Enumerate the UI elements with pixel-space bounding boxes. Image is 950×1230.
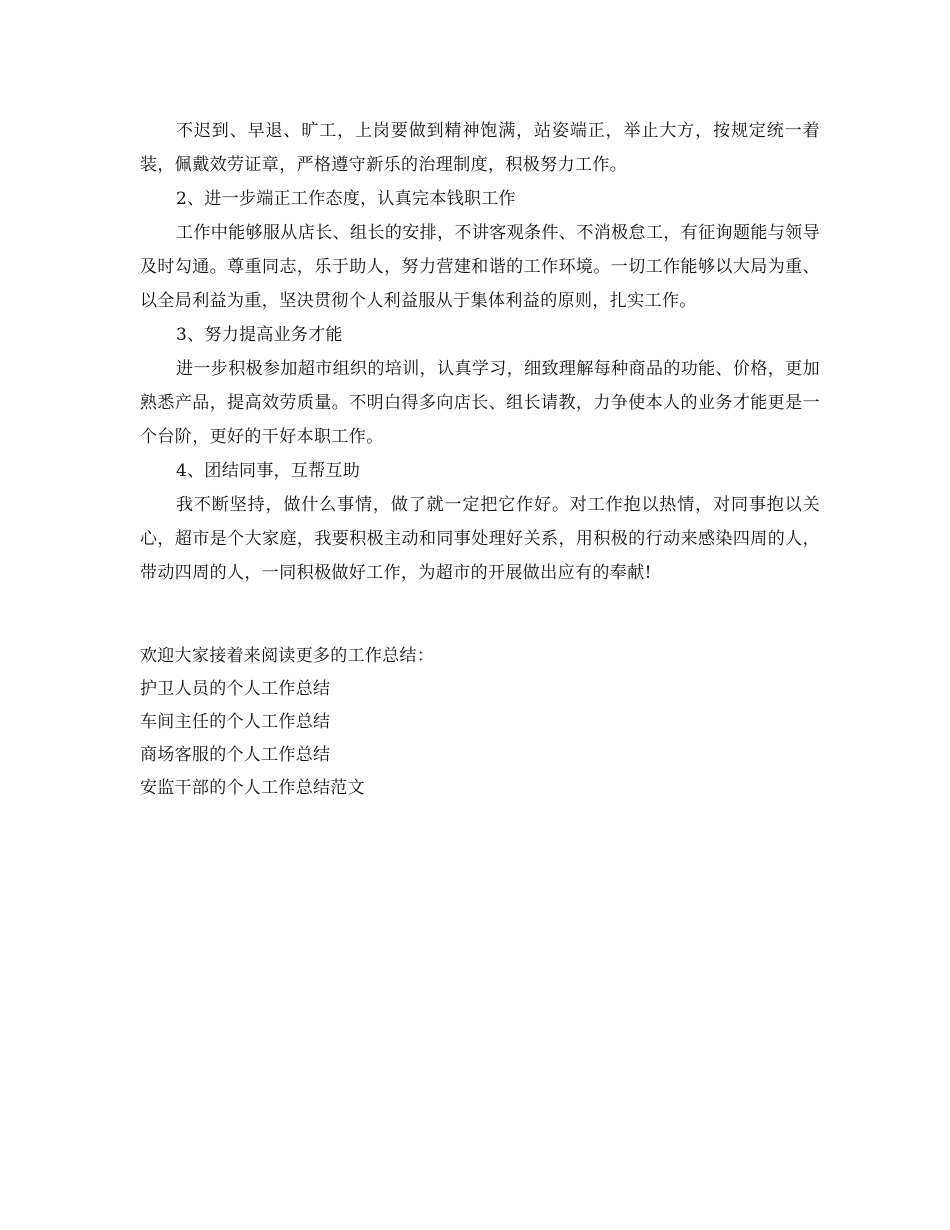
document-body: [140, 114, 820, 590]
paragraph-attendance: 不迟到、早退、旷工，上岗要做到精神饱满，站姿端正，举止大方，按规定统一着装，佩戴效劳证章，严格遵守新乐的治理制度，积极努力工作。: [140, 121, 820, 175]
related-intro: 欢迎大家接着来阅读更多的工作总结：: [140, 646, 435, 666]
paragraph-attitude: 工作中能够服从店长、组长的安排，不讲客观条件、不消极怠工，有征询题能与领导及时勾通。尊重同志，乐于助人，努力营建和谐的工作环境。一切工作能够以大局为重、以全局利益为重，坚决贯彻个人利益服从于集体利益的原则，扎实工作。: [140, 223, 820, 311]
paragraph-skills: 进一步积极参加超市组织的培训，认真学习，细致理解每种商品的功能、价格，更加熟悉产品，提高效劳质量。不明白得多向店长、组长请教，力争使本人的业务才能更是一个台阶，更好的干好本职工作。: [140, 359, 820, 447]
related-link-workshop-director[interactable]: 车间主任的个人工作总结: [140, 712, 331, 732]
related-link-guard[interactable]: 护卫人员的个人工作总结: [140, 679, 331, 699]
section-heading-attitude: 2、进一步端正工作态度，认真完本钱职工作: [176, 189, 516, 209]
related-link-mall-service[interactable]: 商场客服的个人工作总结: [140, 745, 331, 765]
paragraph-teamwork: 我不断坚持，做什么事情，做了就一定把它作好。对工作抱以热情，对同事抱以关心，超市是个大家庭，我要积极主动和同事处理好关系，用积极的行动来感染四周的人，带动四周的人，一同积极做好工作，为超市的开展做出应有的奉献!: [140, 495, 820, 583]
related-link-safety-cadre[interactable]: 安监干部的个人工作总结范文: [140, 778, 365, 798]
section-heading-skills: 3、努力提高业务才能: [176, 325, 343, 345]
section-heading-teamwork: 4、团结同事，互帮互助: [176, 461, 361, 481]
related-articles: [140, 640, 820, 805]
